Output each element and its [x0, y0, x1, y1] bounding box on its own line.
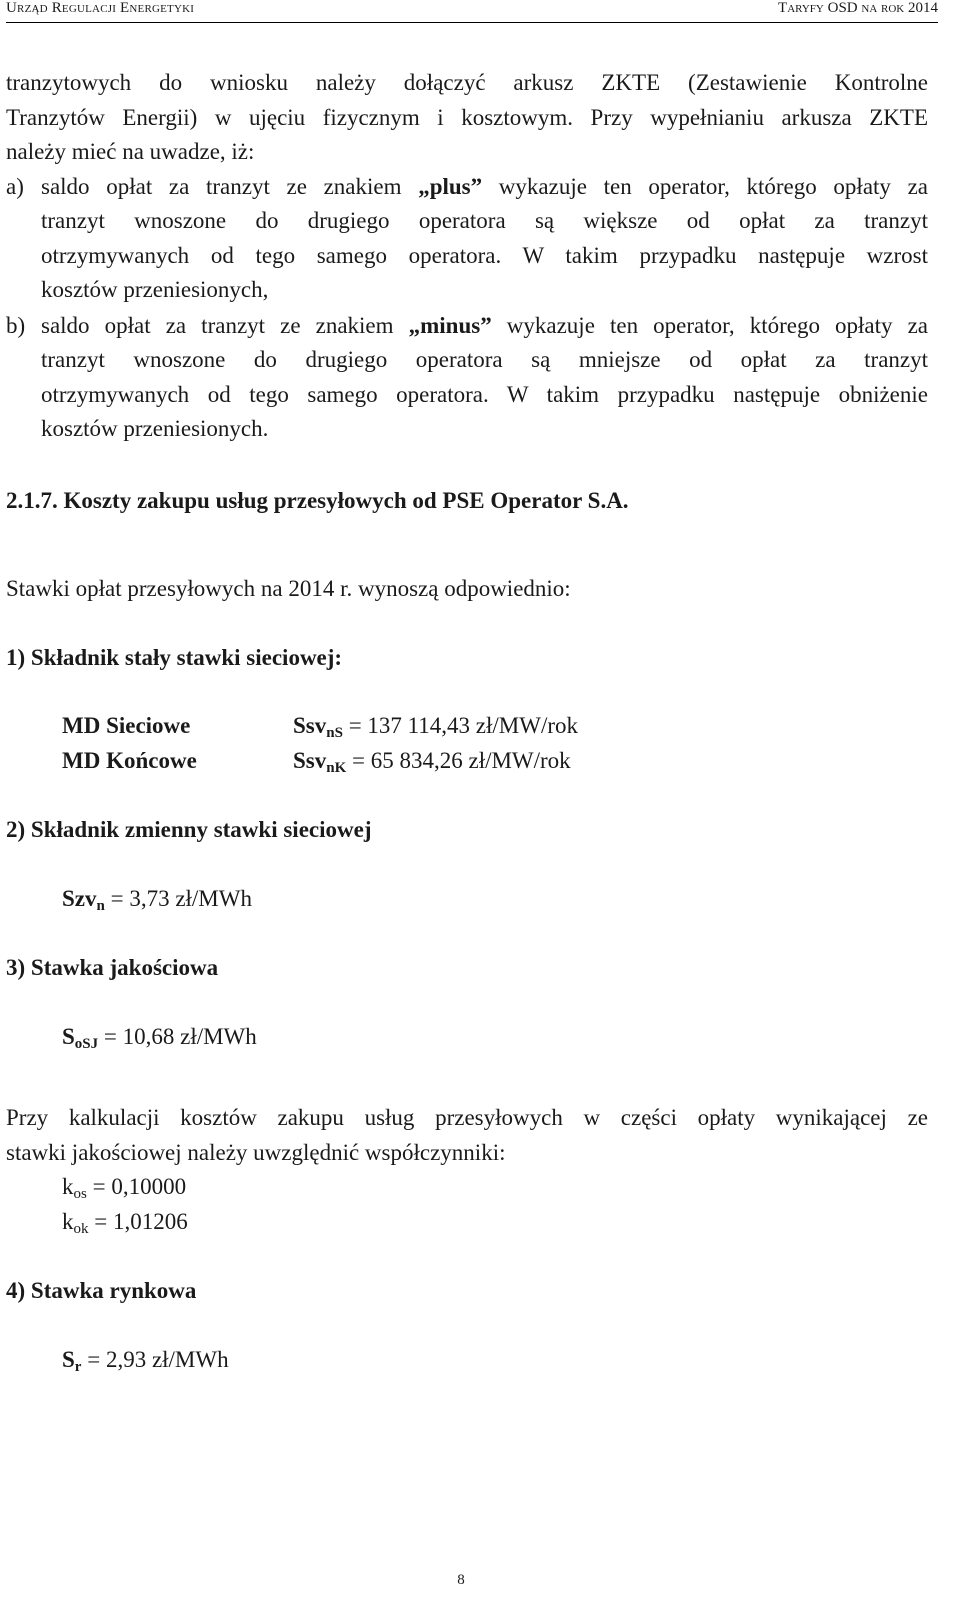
item-a-line-3: otrzymywanych od tego samego operatora. W takim przypadku następuje wzrost — [41, 243, 928, 268]
quality-note-line-2: stawki jakościowej należy uwzględnić współczynniki: — [6, 1140, 506, 1165]
coefficient-k-os: $k_{os} = 0,10000$ — [62, 1174, 187, 1202]
item-b-marker: b) — [6, 313, 26, 338]
item-b-line-1: saldo opłat za tranzyt ze znakiem „minus” wykazuje ten operator, którego opłaty za — [41, 313, 929, 338]
intro-line-1: tranzytowych do wniosku należy dołączyć arkusz ZKTE (Zestawienie Kontrolne — [6, 70, 928, 95]
item-a-line-2: tranzyt wnoszone do drugiego operatora są większe od opłat za tranzyt — [41, 208, 928, 233]
rate-value-ssv-nk: Ssv$_{nK}$ = 65 834,26 zł/MW/rok — [293, 748, 571, 776]
rate-name-md-koncowe: MD Końcowe — [62, 748, 197, 773]
intro-line-3: należy mieć na uwadze, iż: — [6, 139, 255, 164]
section-heading: 2.1.7. Koszty zakupu usług przesyłowych od PSE Operator S.A. — [6, 488, 629, 513]
market-rate-heading: 4) Stawka rynkowa — [6, 1278, 197, 1303]
rate-value-szv-n: Szv$_n$ = 3,73 zł/MWh — [62, 886, 252, 914]
rates-intro: Stawki opłat przesyłowych na 2014 r. wynoszą odpowiednio: — [6, 576, 571, 601]
header-document-title: Taryfy OSD na rok 2014 — [778, 0, 938, 16]
keyword-plus: „plus” — [418, 174, 483, 199]
item-b-line-2: tranzyt wnoszone do drugiego operatora są mniejsze od opłat za tranzyt — [41, 347, 928, 372]
quality-rate-heading: 3) Stawka jakościowa — [6, 955, 219, 980]
rate-value-s-r: $S_r = 2,93$ zł/MWh — [62, 1347, 229, 1375]
page-number: 8 — [457, 1572, 465, 1588]
keyword-minus: „minus” — [408, 313, 492, 338]
header-institution: Urząd Regulacji Energetyki — [6, 0, 195, 16]
rate-name-md-sieciowe: MD Sieciowe — [62, 713, 191, 738]
rate-value-ssv-ns: Ssv$_{nS}$ = 137 114,43 zł/MW/rok — [293, 713, 579, 741]
item-a-line-4: kosztów przeniesionych, — [41, 277, 269, 302]
quality-note-line-1: Przy kalkulacji kosztów zakupu usług przesyłowych w części opłaty wynikającej ze — [6, 1105, 928, 1130]
item-b-line-3: otrzymywanych od tego samego operatora. W takim przypadku następuje obniżenie — [41, 382, 928, 407]
item-b-line-4: kosztów przeniesionych. — [41, 416, 269, 441]
intro-line-2: Tranzytów Energii) w ujęciu fizycznym i kosztowym. Przy wypełnianiu arkusza ZKTE — [6, 105, 928, 130]
rate-value-s-osj: $S_{oSJ} = 10,68$ zł/MWh — [62, 1024, 257, 1052]
item-a-marker: a) — [6, 174, 24, 199]
coefficient-k-ok: $k_{ok} = 1,01206$ — [62, 1209, 188, 1237]
page-header — [6, 0, 938, 23]
fixed-component-heading: 1) Składnik stały stawki sieciowej: — [6, 645, 343, 670]
item-a-line-1: saldo opłat za tranzyt ze znakiem „plus” wykazuje ten operator, którego opłaty za — [41, 174, 929, 199]
variable-component-heading: 2) Składnik zmienny stawki sieciowej — [6, 817, 372, 842]
